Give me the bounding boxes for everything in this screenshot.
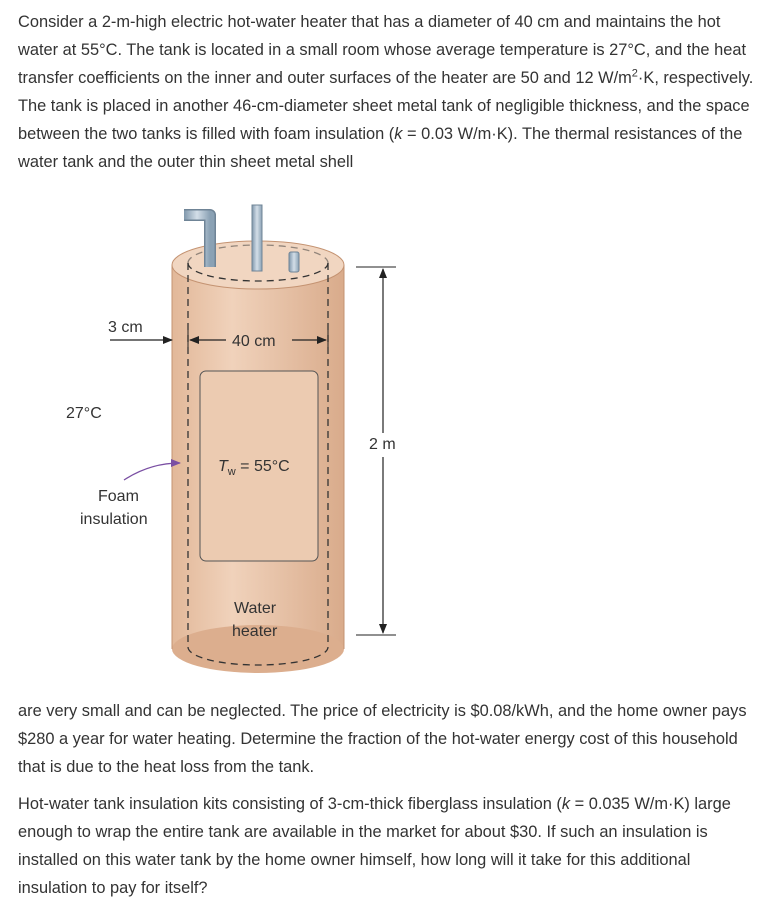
p1-superscript: 2 [631,67,638,80]
p3-text-b: = 0.035 W/m·K) large enough to wrap the entire tank are available in the market for about $30. If such an insulation is installed on this water tank by the home owner himself, how long will it take for this additional insulation to pay for itself? [18,795,731,897]
p3-k-symbol: k [561,795,571,813]
foam-label-line2: insulation [80,511,148,528]
p1-k-symbol: k [394,125,403,143]
problem-paragraph-3 [18,790,763,902]
diameter-label: 40 cm [232,333,276,350]
heater-label-line1: Water [234,600,277,617]
height-label: 2 m [369,436,396,453]
p1-text-b: ·K, respectively. The tank is placed in another 46-cm-diameter sheet metal tank of negligible thickness, and the space between the two tanks is filled with foam insulation ( [18,69,754,143]
water-heater-figure [0,195,778,695]
thickness-label: 3 cm [108,319,143,336]
water-temp-value: = 55°C [235,458,290,475]
p1-text-c: = 0.03 W/m·K). The thermal resistances of the water tank and the outer thin sheet metal shell [18,125,743,171]
p3-text-a: Hot-water tank insulation kits consisting of 3-cm-thick fiberglass insulation ( [18,795,562,813]
foam-label-line1: Foam [98,488,139,505]
p1-text-a: Consider a 2-m-high electric hot-water heater that has a diameter of 40 cm and maintains the hot water at 55°C. The tank is located in a small room whose average temperature is 27°C, and the heat transfer coefficients on the inner and outer surfaces of the heater are 50 and 12 W/m [18,13,747,87]
problem-paragraph-1 [18,8,763,176]
room-temperature-label: 27°C [66,405,102,422]
water-temp-symbol: T [218,458,228,475]
water-temp-subscript: w [227,466,236,478]
heater-label-line2: heater [232,623,278,640]
problem-paragraph-2: are very small and can be neglected. The price of electricity is $0.08/kWh, and the home owner pays $280 a year for water heating. Determine the fraction of the hot-water energy cost of this household that is due to the heat loss from the tank. [18,702,747,776]
